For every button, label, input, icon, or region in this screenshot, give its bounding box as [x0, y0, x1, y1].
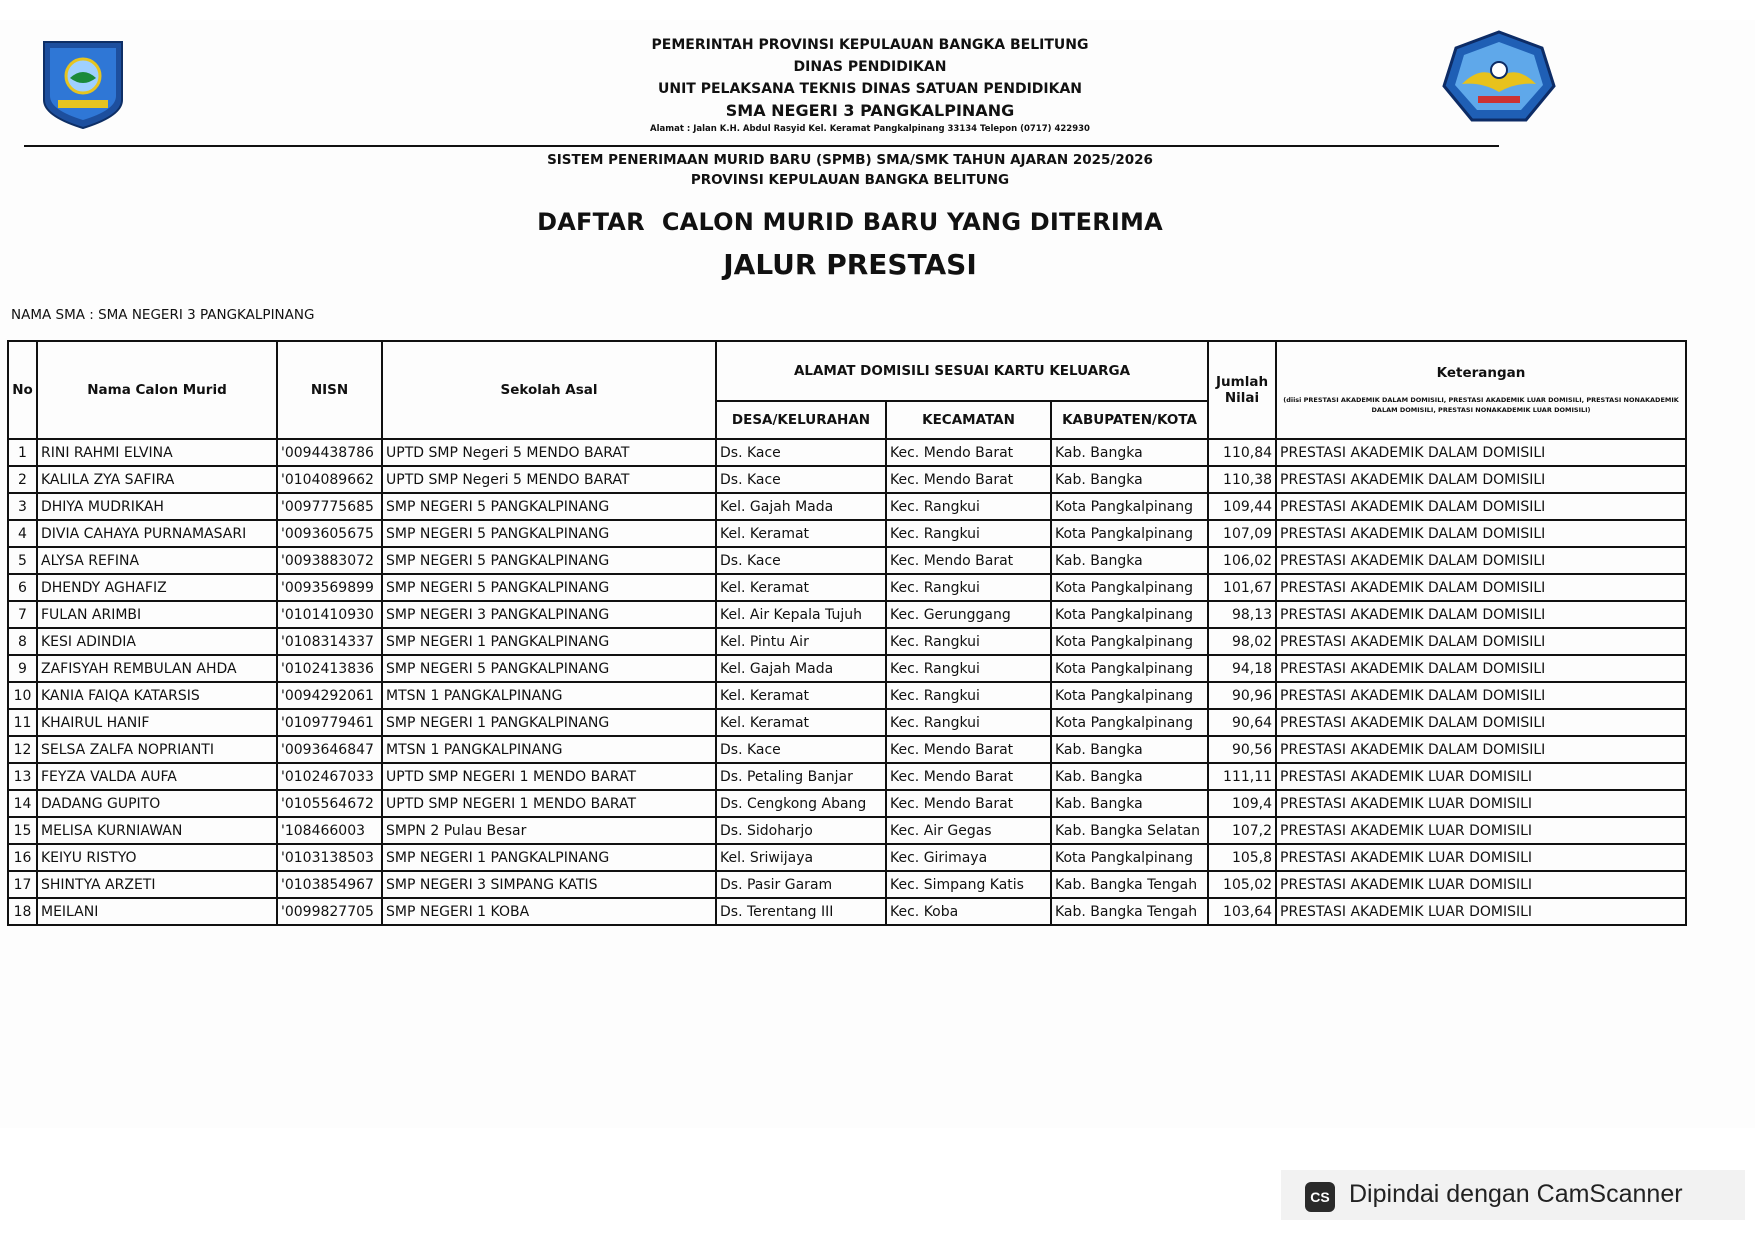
cell-no: 14	[8, 790, 37, 817]
header-note-detail: (diisi PRESTASI AKADEMIK DALAM DOMISILI, PRESTASI AKADEMIK LUAR DOMISILI, PRESTASI NONAKADEMIK DALAM DOMISILI, PRESTASI NONAKADEMIK LUAR DOMISILI)	[1283, 396, 1679, 414]
cell-score: 90,96	[1208, 682, 1276, 709]
header-name: Nama Calon Murid	[37, 341, 277, 439]
cell-regency: Kota Pangkalpinang	[1051, 682, 1208, 709]
cell-note: PRESTASI AKADEMIK DALAM DOMISILI	[1276, 628, 1686, 655]
header-note	[1276, 341, 1686, 439]
cell-no: 6	[8, 574, 37, 601]
cell-regency: Kab. Bangka Tengah	[1051, 898, 1208, 925]
cell-district: Kec. Rangkui	[886, 574, 1051, 601]
table-row	[8, 736, 1686, 763]
cell-note: PRESTASI AKADEMIK LUAR DOMISILI	[1276, 790, 1686, 817]
cell-village: Kel. Sriwijaya	[716, 844, 886, 871]
cell-nisn: '0093646847	[277, 736, 382, 763]
cell-village: Ds. Kace	[716, 439, 886, 466]
cell-note: PRESTASI AKADEMIK DALAM DOMISILI	[1276, 655, 1686, 682]
table-row	[8, 547, 1686, 574]
cell-regency: Kab. Bangka	[1051, 763, 1208, 790]
cell-score: 90,64	[1208, 709, 1276, 736]
cell-school: SMP NEGERI 1 PANGKALPINANG	[382, 628, 716, 655]
cell-nisn: '0097775685	[277, 493, 382, 520]
cell-regency: Kota Pangkalpinang	[1051, 709, 1208, 736]
cell-score: 110,38	[1208, 466, 1276, 493]
cell-district: Kec. Girimaya	[886, 844, 1051, 871]
camscanner-icon: CS	[1305, 1182, 1335, 1212]
camscanner-watermark	[1281, 1170, 1745, 1220]
cell-school: SMP NEGERI 5 PANGKALPINANG	[382, 655, 716, 682]
cell-score: 103,64	[1208, 898, 1276, 925]
cell-school: UPTD SMP NEGERI 1 MENDO BARAT	[382, 763, 716, 790]
cell-village: Ds. Terentang III	[716, 898, 886, 925]
cell-regency: Kota Pangkalpinang	[1051, 628, 1208, 655]
cell-school: SMP NEGERI 1 KOBA	[382, 898, 716, 925]
cell-nisn: '0093605675	[277, 520, 382, 547]
document-subtitle: JALUR PRESTASI	[723, 248, 977, 281]
letterhead-divider	[24, 145, 1499, 147]
cell-note: PRESTASI AKADEMIK DALAM DOMISILI	[1276, 466, 1686, 493]
cell-regency: Kota Pangkalpinang	[1051, 574, 1208, 601]
cell-village: Kel. Keramat	[716, 682, 886, 709]
cell-note: PRESTASI AKADEMIK LUAR DOMISILI	[1276, 844, 1686, 871]
cell-school: SMP NEGERI 5 PANGKALPINANG	[382, 574, 716, 601]
cell-no: 3	[8, 493, 37, 520]
admission-table	[7, 340, 1687, 926]
cell-village: Ds. Kace	[716, 466, 886, 493]
cell-regency: Kab. Bangka	[1051, 736, 1208, 763]
cell-score: 101,67	[1208, 574, 1276, 601]
camscanner-text: Dipindai dengan CamScanner	[1349, 1180, 1683, 1208]
table-row	[8, 817, 1686, 844]
header-nisn: NISN	[277, 341, 382, 439]
cell-village: Kel. Gajah Mada	[716, 655, 886, 682]
table-row	[8, 763, 1686, 790]
cell-no: 13	[8, 763, 37, 790]
cell-regency: Kab. Bangka	[1051, 439, 1208, 466]
table-body	[8, 439, 1686, 925]
table-row	[8, 520, 1686, 547]
cell-nisn: '0108314337	[277, 628, 382, 655]
cell-nisn: '0101410930	[277, 601, 382, 628]
cell-nisn: '0094292061	[277, 682, 382, 709]
cell-score: 110,84	[1208, 439, 1276, 466]
cell-school: SMP NEGERI 5 PANGKALPINANG	[382, 520, 716, 547]
cell-name: KALILA ZYA SAFIRA	[37, 466, 277, 493]
cell-name: MEILANI	[37, 898, 277, 925]
cell-nisn: '0094438786	[277, 439, 382, 466]
cell-nisn: '0103138503	[277, 844, 382, 871]
cell-name: DHIYA MUDRIKAH	[37, 493, 277, 520]
cell-nisn: '0109779461	[277, 709, 382, 736]
header-school: Sekolah Asal	[382, 341, 716, 439]
cell-school: SMP NEGERI 5 PANGKALPINANG	[382, 547, 716, 574]
cell-nisn: '0093569899	[277, 574, 382, 601]
table-row	[8, 574, 1686, 601]
cell-regency: Kab. Bangka	[1051, 547, 1208, 574]
cell-district: Kec. Rangkui	[886, 520, 1051, 547]
cell-note: PRESTASI AKADEMIK DALAM DOMISILI	[1276, 709, 1686, 736]
table-header-row	[8, 341, 1686, 401]
cell-district: Kec. Mendo Barat	[886, 736, 1051, 763]
table-row	[8, 628, 1686, 655]
cell-nisn: '0102413836	[277, 655, 382, 682]
cell-score: 109,44	[1208, 493, 1276, 520]
cell-note: PRESTASI AKADEMIK DALAM DOMISILI	[1276, 493, 1686, 520]
cell-district: Kec. Rangkui	[886, 682, 1051, 709]
cell-name: FEYZA VALDA AUFA	[37, 763, 277, 790]
header-regency: KABUPATEN/KOTA	[1051, 401, 1208, 439]
cell-school: UPTD SMP Negeri 5 MENDO BARAT	[382, 439, 716, 466]
cell-nisn: '0105564672	[277, 790, 382, 817]
cell-no: 7	[8, 601, 37, 628]
cell-note: PRESTASI AKADEMIK DALAM DOMISILI	[1276, 574, 1686, 601]
document-title: DAFTAR CALON MURID BARU YANG DITERIMA	[537, 208, 1163, 236]
cell-no: 5	[8, 547, 37, 574]
cell-district: Kec. Rangkui	[886, 709, 1051, 736]
table-row	[8, 655, 1686, 682]
cell-no: 8	[8, 628, 37, 655]
letterhead-unit: UNIT PELAKSANA TEKNIS DINAS SATUAN PENDIDIKAN	[657, 81, 1083, 97]
cell-note: PRESTASI AKADEMIK DALAM DOMISILI	[1276, 520, 1686, 547]
cell-no: 17	[8, 871, 37, 898]
spmb-line-1: SISTEM PENERIMAAN MURID BARU (SPMB) SMA/SMK TAHUN AJARAN 2025/2026	[547, 152, 1153, 168]
letterhead	[520, 34, 1220, 136]
cell-village: Kel. Air Kepala Tujuh	[716, 601, 886, 628]
cell-village: Ds. Petaling Banjar	[716, 763, 886, 790]
cell-score: 105,8	[1208, 844, 1276, 871]
cell-district: Kec. Rangkui	[886, 493, 1051, 520]
cell-regency: Kota Pangkalpinang	[1051, 655, 1208, 682]
cell-score: 90,56	[1208, 736, 1276, 763]
spmb-heading	[420, 150, 1280, 190]
header-district: KECAMATAN	[886, 401, 1051, 439]
cell-note: PRESTASI AKADEMIK LUAR DOMISILI	[1276, 898, 1686, 925]
cell-no: 15	[8, 817, 37, 844]
cell-regency: Kab. Bangka	[1051, 466, 1208, 493]
cell-school: MTSN 1 PANGKALPINANG	[382, 736, 716, 763]
spmb-line-2: PROVINSI KEPULAUAN BANGKA BELITUNG	[690, 172, 1010, 188]
cell-district: Kec. Mendo Barat	[886, 547, 1051, 574]
cell-nisn: '0103854967	[277, 871, 382, 898]
cell-nisn: '0102467033	[277, 763, 382, 790]
cell-name: FULAN ARIMBI	[37, 601, 277, 628]
table-row	[8, 601, 1686, 628]
cell-school: SMP NEGERI 1 PANGKALPINANG	[382, 709, 716, 736]
letterhead-government: PEMERINTAH PROVINSI KEPULAUAN BANGKA BELITUNG	[651, 37, 1089, 53]
cell-nisn: '108466003	[277, 817, 382, 844]
school-name-label: NAMA SMA : SMA NEGERI 3 PANGKALPINANG	[11, 307, 315, 323]
cell-no: 10	[8, 682, 37, 709]
cell-village: Kel. Keramat	[716, 520, 886, 547]
table-row	[8, 871, 1686, 898]
cell-district: Kec. Rangkui	[886, 655, 1051, 682]
cell-name: SELSA ZALFA NOPRIANTI	[37, 736, 277, 763]
cell-regency: Kota Pangkalpinang	[1051, 601, 1208, 628]
cell-school: MTSN 1 PANGKALPINANG	[382, 682, 716, 709]
cell-name: KHAIRUL HANIF	[37, 709, 277, 736]
cell-note: PRESTASI AKADEMIK DALAM DOMISILI	[1276, 601, 1686, 628]
cell-note: PRESTASI AKADEMIK DALAM DOMISILI	[1276, 547, 1686, 574]
cell-note: PRESTASI AKADEMIK DALAM DOMISILI	[1276, 682, 1686, 709]
cell-score: 106,02	[1208, 547, 1276, 574]
cell-no: 9	[8, 655, 37, 682]
cell-regency: Kota Pangkalpinang	[1051, 493, 1208, 520]
cell-district: Kec. Mendo Barat	[886, 466, 1051, 493]
table-row	[8, 844, 1686, 871]
cell-name: KANIA FAIQA KATARSIS	[37, 682, 277, 709]
cell-note: PRESTASI AKADEMIK DALAM DOMISILI	[1276, 439, 1686, 466]
cell-school: SMP NEGERI 1 PANGKALPINANG	[382, 844, 716, 871]
cell-village: Ds. Sidoharjo	[716, 817, 886, 844]
cell-village: Kel. Keramat	[716, 574, 886, 601]
letterhead-address: Alamat : Jalan K.H. Abdul Rasyid Kel. Keramat Pangkalpinang 33134 Telepon (0717) 422930	[650, 124, 1090, 134]
cell-district: Kec. Air Gegas	[886, 817, 1051, 844]
header-no: No	[8, 341, 37, 439]
cell-name: DIVIA CAHAYA PURNAMASARI	[37, 520, 277, 547]
cell-village: Kel. Keramat	[716, 709, 886, 736]
cell-regency: Kab. Bangka	[1051, 790, 1208, 817]
cell-no: 18	[8, 898, 37, 925]
table-row	[8, 790, 1686, 817]
cell-nisn: '0099827705	[277, 898, 382, 925]
province-emblem-logo	[40, 38, 126, 130]
cell-regency: Kab. Bangka Tengah	[1051, 871, 1208, 898]
cell-village: Ds. Kace	[716, 736, 886, 763]
letterhead-department: DINAS PENDIDIKAN	[793, 59, 947, 75]
cell-regency: Kab. Bangka Selatan	[1051, 817, 1208, 844]
cell-district: Kec. Simpang Katis	[886, 871, 1051, 898]
cell-score: 107,09	[1208, 520, 1276, 547]
cell-score: 98,02	[1208, 628, 1276, 655]
cell-score: 98,13	[1208, 601, 1276, 628]
school-emblem-logo	[1442, 30, 1556, 128]
header-village: DESA/KELURAHAN	[716, 401, 886, 439]
cell-village: Kel. Pintu Air	[716, 628, 886, 655]
cell-nisn: '0093883072	[277, 547, 382, 574]
cell-name: DADANG GUPITO	[37, 790, 277, 817]
cell-name: ALYSA REFINA	[37, 547, 277, 574]
cell-score: 109,4	[1208, 790, 1276, 817]
cell-school: SMP NEGERI 5 PANGKALPINANG	[382, 493, 716, 520]
cell-no: 12	[8, 736, 37, 763]
cell-village: Ds. Pasir Garam	[716, 871, 886, 898]
cell-name: SHINTYA ARZETI	[37, 871, 277, 898]
table-row	[8, 466, 1686, 493]
table-row	[8, 493, 1686, 520]
cell-no: 11	[8, 709, 37, 736]
cell-name: DHENDY AGHAFIZ	[37, 574, 277, 601]
cell-district: Kec. Gerunggang	[886, 601, 1051, 628]
cell-no: 4	[8, 520, 37, 547]
cell-score: 107,2	[1208, 817, 1276, 844]
cell-note: PRESTASI AKADEMIK LUAR DOMISILI	[1276, 763, 1686, 790]
cell-note: PRESTASI AKADEMIK LUAR DOMISILI	[1276, 817, 1686, 844]
cell-district: Kec. Mendo Barat	[886, 763, 1051, 790]
cell-regency: Kota Pangkalpinang	[1051, 844, 1208, 871]
table-row	[8, 709, 1686, 736]
cell-score: 105,02	[1208, 871, 1276, 898]
cell-school: SMP NEGERI 3 SIMPANG KATIS	[382, 871, 716, 898]
cell-district: Kec. Koba	[886, 898, 1051, 925]
cell-score: 111,11	[1208, 763, 1276, 790]
cell-nisn: '0104089662	[277, 466, 382, 493]
cell-score: 94,18	[1208, 655, 1276, 682]
cell-village: Ds. Kace	[716, 547, 886, 574]
cell-name: KEIYU RISTYO	[37, 844, 277, 871]
table-row	[8, 439, 1686, 466]
cell-school: SMP NEGERI 3 PANGKALPINANG	[382, 601, 716, 628]
cell-name: KESI ADINDIA	[37, 628, 277, 655]
letterhead-school-name: SMA NEGERI 3 PANGKALPINANG	[725, 101, 1015, 120]
table-row	[8, 898, 1686, 925]
cell-village: Kel. Gajah Mada	[716, 493, 886, 520]
header-address-group: ALAMAT DOMISILI SESUAI KARTU KELUARGA	[716, 341, 1208, 401]
cell-no: 1	[8, 439, 37, 466]
table-row	[8, 682, 1686, 709]
header-note-title: Keterangan	[1436, 365, 1526, 381]
cell-name: RINI RAHMI ELVINA	[37, 439, 277, 466]
cell-no: 16	[8, 844, 37, 871]
cell-district: Kec. Rangkui	[886, 628, 1051, 655]
cell-regency: Kota Pangkalpinang	[1051, 520, 1208, 547]
cell-note: PRESTASI AKADEMIK LUAR DOMISILI	[1276, 871, 1686, 898]
cell-district: Kec. Mendo Barat	[886, 439, 1051, 466]
cell-name: MELISA KURNIAWAN	[37, 817, 277, 844]
cell-no: 2	[8, 466, 37, 493]
header-score: Jumlah Nilai	[1208, 341, 1276, 439]
cell-school: UPTD SMP Negeri 5 MENDO BARAT	[382, 466, 716, 493]
cell-name: ZAFISYAH REMBULAN AHDA	[37, 655, 277, 682]
cell-note: PRESTASI AKADEMIK DALAM DOMISILI	[1276, 736, 1686, 763]
cell-school: SMPN 2 Pulau Besar	[382, 817, 716, 844]
cell-school: UPTD SMP NEGERI 1 MENDO BARAT	[382, 790, 716, 817]
cell-district: Kec. Mendo Barat	[886, 790, 1051, 817]
cell-village: Ds. Cengkong Abang	[716, 790, 886, 817]
